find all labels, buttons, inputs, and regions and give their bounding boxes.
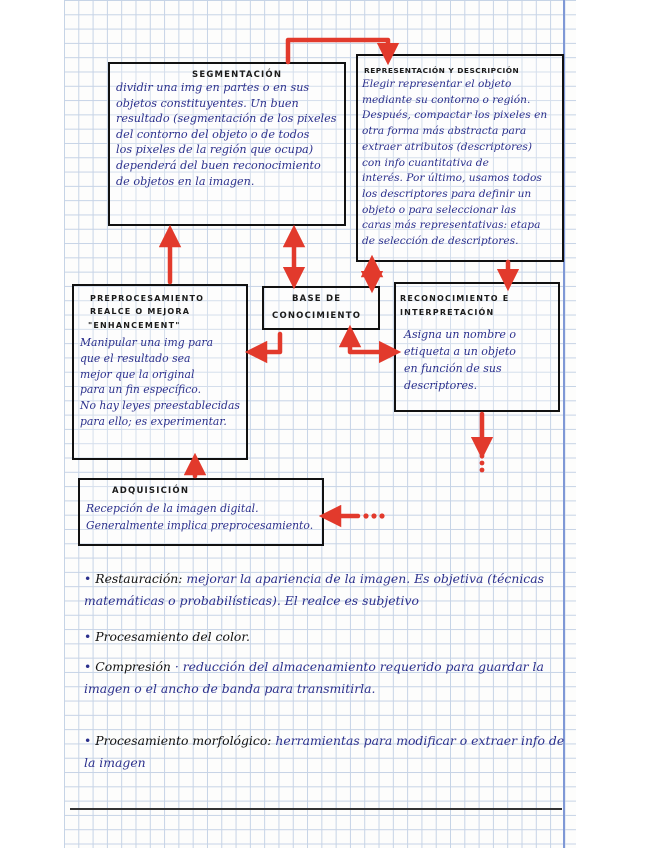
arrow-out-dot bbox=[480, 461, 485, 466]
bullet-label: Restauración: bbox=[95, 571, 183, 586]
bullet-label: Compresión bbox=[95, 659, 171, 674]
bullet-dot: • bbox=[84, 629, 96, 644]
reconocimiento-title-line1: RECONOCIMIENTO E bbox=[400, 294, 510, 303]
preprocesamiento-text: Manipular una img para que el resultado sea mejor que la original para un fin específico. No hay leyes preestablecidas para ello; es experimentar. bbox=[80, 336, 240, 428]
bullet-text: · reducción del almacenamiento requerido para guardar la imagen o el ancho de banda para transmitirla. bbox=[84, 659, 544, 696]
bullet-label: Procesamiento morfológico: bbox=[95, 733, 272, 748]
bullet-label: Procesamiento del color. bbox=[95, 629, 250, 644]
arrow-seg-to-rep bbox=[288, 40, 388, 62]
base-title-line2: CONOCIMIENTO bbox=[272, 311, 362, 321]
preprocesamiento-title-line3: "ENHANCEMENT" bbox=[88, 321, 181, 330]
preprocesamiento-title-line1: PREPROCESAMIENTO bbox=[90, 294, 205, 303]
arrow-out-dot bbox=[480, 468, 485, 473]
arrow-base-to-rec bbox=[350, 336, 390, 352]
bullet-dot: • bbox=[84, 733, 96, 748]
adquisicion-title: ADQUISICIÓN bbox=[112, 486, 190, 496]
adquisicion-text: Recepción de la imagen digital. Generalmente implica preprocesamiento. bbox=[86, 502, 314, 532]
base-title-line1: BASE DE bbox=[292, 294, 342, 304]
arrow-base-to-pre bbox=[256, 334, 280, 352]
segmentacion-text: dividir una img en partes o en sus objetos constituyentes. Un buen resultado (segmentación de los pixeles del contorno del objeto o de todos los pixeles de la región que ocupa) dependerá del buen reconocimiento de objetos en la imagen. bbox=[116, 81, 337, 188]
representacion-title: REPRESENTACIÓN Y DESCRIPCIÓN bbox=[364, 66, 520, 75]
bullet-dot: • bbox=[84, 659, 96, 674]
segmentacion-title: SEGMENTACIÓN bbox=[192, 70, 283, 80]
reconocimiento-text: Asigna un nombre o etiqueta a un objeto en función de sus descriptores. bbox=[404, 328, 517, 392]
arrow-in-dot bbox=[379, 513, 384, 518]
bullet-text: herramientas para modificar o extraer info de la imagen bbox=[84, 733, 565, 770]
arrow-out-dot bbox=[480, 454, 485, 459]
bullet-text: mejorar la apariencia de la imagen. Es objetiva (técnicas matemáticas o probabilísticas). El realce es subjetivo bbox=[84, 571, 544, 608]
arrow-in-dot bbox=[371, 513, 376, 518]
reconocimiento-title-line2: INTERPRETACIÓN bbox=[400, 308, 495, 317]
representacion-text: Elegir representar el objeto mediante su contorno o región. Después, compactar los pixeles en otra forma más abstracta para extraer atributos (descriptores) con info cuantitativa de interés. Por último, usamos todos los descriptores para definir un objeto o para seleccionar las caras más representativas: etapa de selección de descriptores. bbox=[362, 78, 548, 248]
preprocesamiento-title-line2: REALCE O MEJORA bbox=[90, 307, 191, 316]
bullet-dot: • bbox=[84, 571, 96, 586]
arrow-in-dot bbox=[363, 513, 368, 518]
